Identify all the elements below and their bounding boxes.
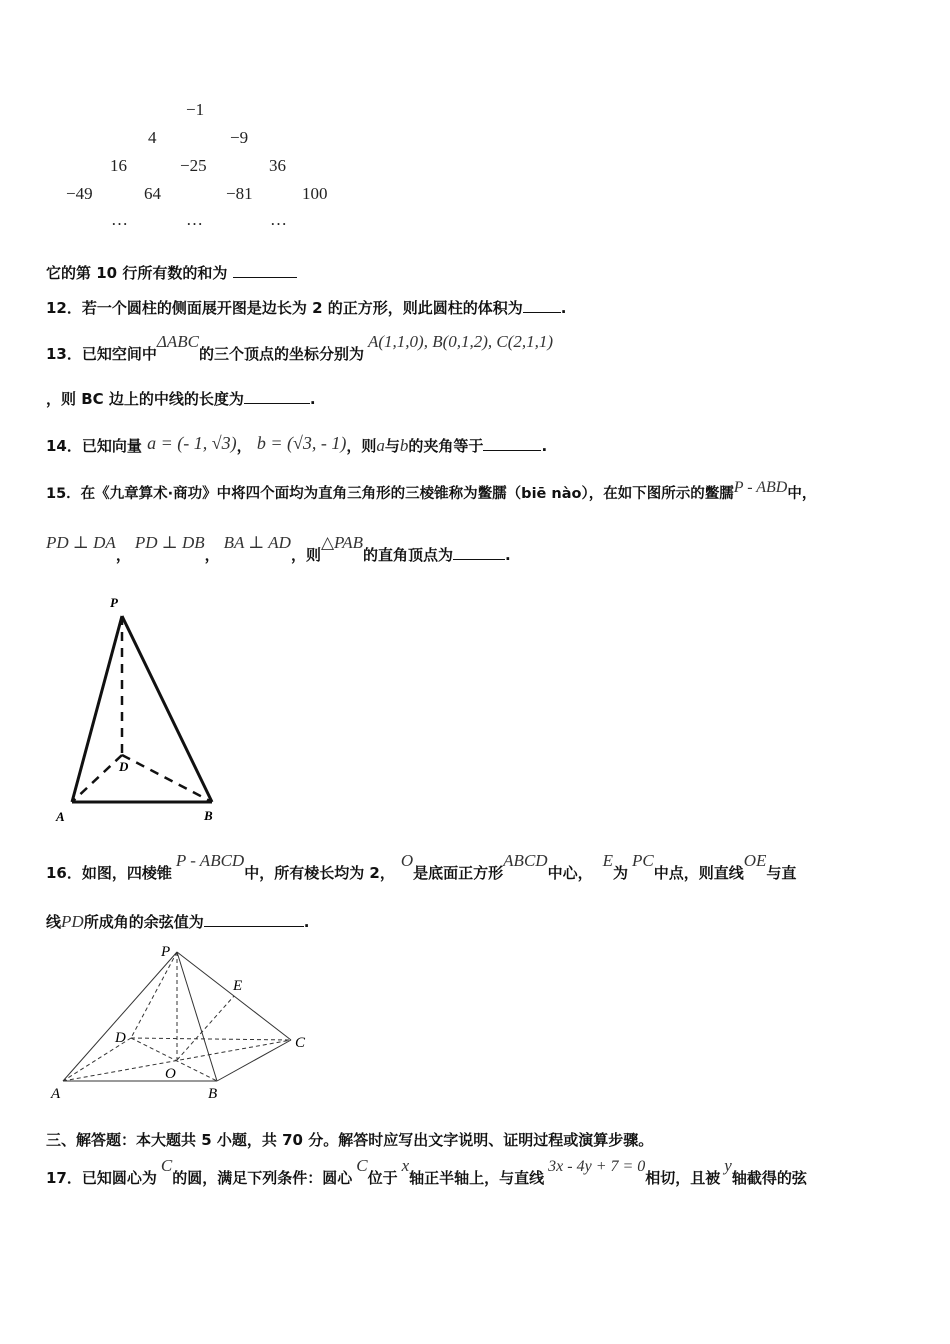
label-e: E	[233, 978, 243, 994]
question-15-line2	[46, 533, 511, 565]
triangle-r4-c3: −81	[226, 184, 253, 203]
q15-tail: 的直角顶点为	[363, 546, 454, 564]
q16-mid2: 是底面正方形	[413, 864, 504, 882]
label-c: C	[295, 1035, 306, 1051]
triangle-r4-c1: −49	[66, 184, 93, 203]
edge-pb	[177, 952, 217, 1081]
label-p: P	[110, 595, 118, 610]
tetrahedron-figure	[50, 590, 230, 825]
q14-vector-b: b = (√3, - 1)	[256, 433, 347, 453]
triangle-r3-c3: 36	[269, 156, 286, 175]
q16-mid3: 中心，	[547, 864, 593, 882]
edge-bc	[217, 1040, 291, 1081]
q12-text: 12．若一个圆柱的侧面展开图是边长为 2 的正方形，则此圆柱的体积为	[46, 299, 523, 317]
q16-square: ABCD	[503, 851, 548, 870]
q17-mid4: 相切，且被	[645, 1169, 721, 1187]
answer-blank[interactable]	[244, 389, 310, 404]
q13-prefix: 13．已知空间中	[46, 345, 157, 363]
question-11-tail	[46, 262, 297, 283]
q15-sep: ，	[204, 546, 220, 564]
q15-line1: 15．在《九章算术·商功》中将四个面均为直角三角形的三棱锥称为鳖臑（biē nào），在如下图所示的鳖臑	[46, 486, 734, 502]
q15-cond2: PD ⊥ DB	[134, 533, 205, 552]
answer-blank[interactable]	[453, 545, 505, 560]
q16-solid: P - ABCD	[175, 851, 245, 870]
answer-blank[interactable]	[483, 436, 541, 451]
q17-y: y	[724, 1156, 732, 1175]
edge-pa	[63, 952, 177, 1081]
q17-x: x	[401, 1156, 410, 1175]
q16-prefix: 16．如图，四棱锥	[46, 864, 172, 882]
q15-line1-end: 中，	[787, 486, 817, 502]
q16-line2-pre: 线	[46, 913, 62, 931]
pyramid-figure	[45, 940, 320, 1105]
question-13	[46, 332, 554, 364]
q14-end: .	[541, 437, 548, 455]
q17-mid3: 轴正半轴上，与直线	[409, 1169, 545, 1187]
q17-c2: C	[356, 1156, 368, 1175]
section-3-heading	[46, 1129, 653, 1150]
q11-text: 它的第 10 行所有数的和为	[46, 264, 233, 282]
q16-mid1: 中，所有棱长均为 2，	[244, 864, 395, 882]
q16-pc: PC	[631, 851, 654, 870]
q13-end: .	[309, 390, 316, 408]
triangle-r5-c1: …	[111, 210, 128, 229]
q15-triangle: △PAB	[320, 533, 364, 552]
q16-end: .	[303, 913, 310, 931]
triangle-r3-c2: −25	[180, 156, 207, 175]
question-16-line2	[46, 911, 309, 932]
q16-pd: PD	[61, 912, 84, 931]
edge-dc-hidden	[131, 1038, 291, 1040]
q13-coords: A(1,1,0), B(0,1,2), C(2,1,1)	[367, 332, 554, 351]
edge-pa	[72, 616, 122, 802]
q14-comma: ，	[236, 437, 252, 455]
q14-prefix: 14．已知向量	[46, 437, 142, 455]
edge-pd-hidden	[131, 952, 177, 1038]
answer-blank[interactable]	[523, 298, 561, 313]
q14-vector-a: a = (- 1, √3)	[147, 433, 237, 453]
question-15	[46, 479, 817, 503]
q17-mid1: 的圆，满足下列条件：圆心	[172, 1169, 353, 1187]
q16-line2-mid: 所成角的余弦值为	[83, 913, 204, 931]
question-12	[46, 297, 566, 318]
label-p: P	[161, 944, 171, 960]
triangle-r2-c1: 4	[148, 128, 157, 147]
q13-mid: 的三个顶点的坐标分别为	[198, 345, 364, 363]
q17-prefix: 17．已知圆心为	[46, 1169, 157, 1187]
question-16	[46, 851, 797, 883]
q16-mid4: 中点，则直线	[653, 864, 744, 882]
q14-a: a	[376, 436, 385, 455]
q13-line2: ，则 BC 边上的中线的长度为	[46, 390, 244, 408]
q15-sep: ，	[115, 546, 131, 564]
edge-db-hidden	[122, 755, 212, 802]
q15-then: ，则	[290, 546, 321, 564]
q14-mid: ，则	[346, 437, 377, 455]
q16-tail1: 与直	[766, 864, 797, 882]
edge-pb	[122, 616, 212, 802]
q14-b: b	[399, 436, 409, 455]
q16-o: O	[400, 851, 414, 870]
answer-blank[interactable]	[233, 263, 297, 278]
label-d: D	[119, 759, 129, 774]
triangle-r4-c2: 64	[144, 184, 161, 203]
q12-end: .	[560, 299, 567, 317]
label-a: A	[51, 1086, 61, 1102]
q16-e: E	[602, 851, 613, 870]
q14-tail: 的夹角等于	[408, 437, 484, 455]
triangle-r2-c2: −9	[230, 128, 249, 147]
q17-tail: 轴截得的弦	[731, 1169, 807, 1187]
q15-cond3: BA ⊥ AD	[223, 533, 291, 552]
label-b: B	[208, 1086, 218, 1102]
q17-mid2: 位于	[367, 1169, 398, 1187]
label-b: B	[204, 808, 213, 823]
line-oe-hidden	[177, 996, 234, 1060]
q14-and: 与	[384, 437, 400, 455]
answer-blank[interactable]	[204, 912, 304, 927]
label-d: D	[115, 1030, 126, 1046]
q17-c1: C	[160, 1156, 173, 1175]
q15-solid: P - ABD	[733, 479, 788, 496]
question-17	[46, 1156, 807, 1188]
q15-end: .	[505, 546, 511, 564]
label-a: A	[56, 809, 65, 824]
q16-wei: 为	[612, 864, 628, 882]
triangle-r1-c1: −1	[186, 100, 205, 119]
triangle-r5-c3: …	[270, 210, 287, 229]
triangle-r3-c1: 16	[110, 156, 127, 175]
q15-cond1: PD ⊥ DA	[46, 533, 116, 552]
label-o: O	[165, 1066, 176, 1082]
q17-line-eq: 3x - 4y + 7 = 0	[548, 1158, 646, 1175]
question-14	[46, 435, 547, 456]
triangle-r4-c4: 100	[302, 184, 328, 203]
section-3-text: 三、解答题：本大题共 5 小题，共 70 分。解答时应写出文字说明、证明过程或演算步骤。	[46, 1131, 654, 1149]
q13-triangle: ΔABC	[156, 332, 199, 351]
q16-oe: OE	[743, 851, 767, 870]
triangle-r5-c2: …	[186, 210, 203, 229]
question-13-line2	[46, 388, 316, 409]
